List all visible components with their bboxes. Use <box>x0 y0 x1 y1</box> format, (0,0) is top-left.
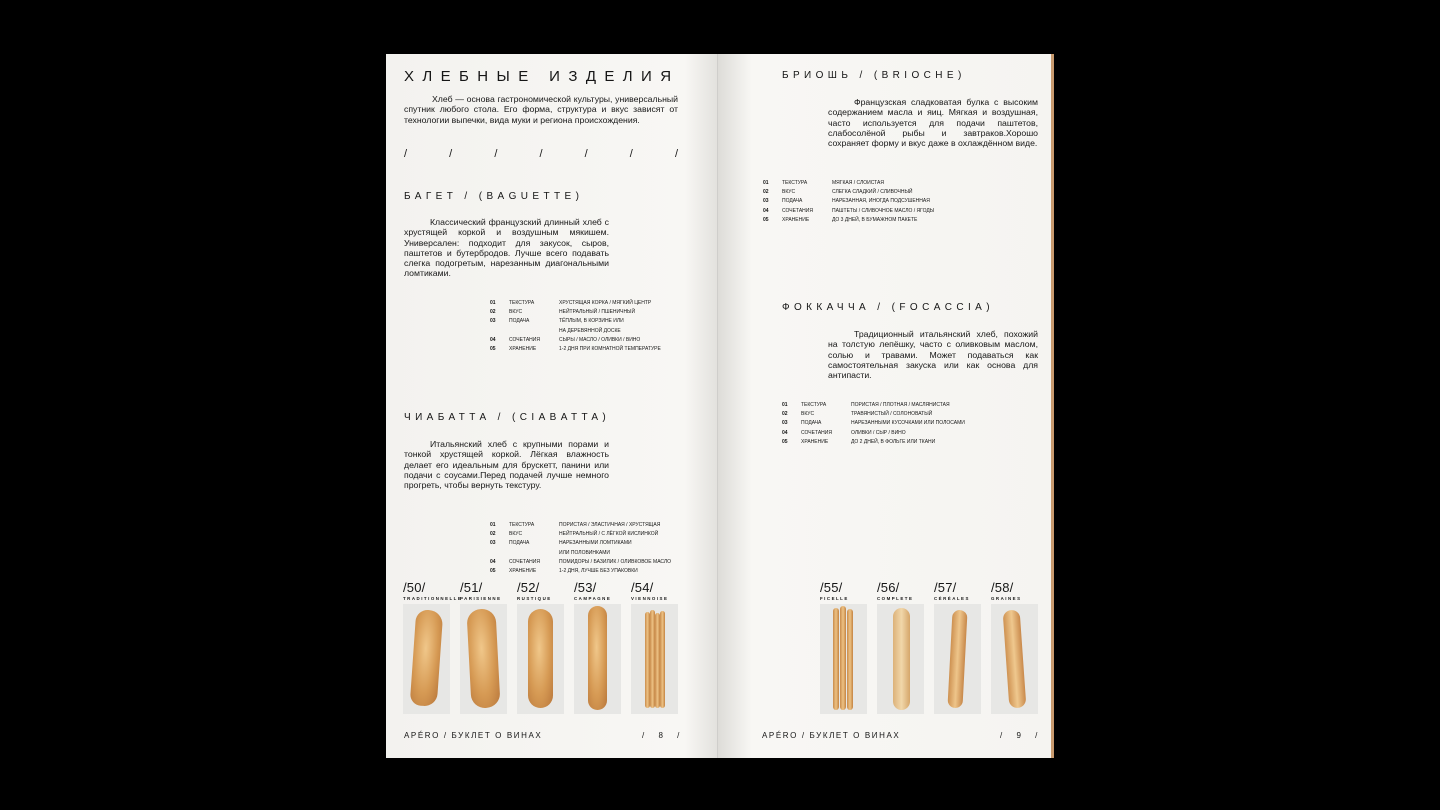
product-tile <box>934 581 981 714</box>
spec-number: 04 <box>763 207 769 214</box>
spec-row <box>782 429 965 438</box>
spec-value: СЛЕГКА СЛАДКИЙ / СЛИВОЧНЫЙ <box>832 189 913 196</box>
spec-number: 02 <box>490 531 496 538</box>
spec-row <box>782 438 965 447</box>
product-label: CAMPAGNE <box>574 596 612 601</box>
spec-key: СОЧЕТАНИЯ <box>509 336 540 343</box>
spec-row <box>490 308 661 317</box>
product-number: /52/ <box>517 580 540 595</box>
spec-number: 02 <box>490 309 496 316</box>
spec-key: ТЕКСТУРА <box>782 180 808 186</box>
spec-value: ОЛИВКИ / СЫР / ВИНО <box>851 429 906 436</box>
spec-number: 01 <box>490 300 496 306</box>
focaccia-text: Традиционный итальянский хлеб, похожий на толстую лепёшку, часто с оливковым маслом, солью и травами. Может подаваться как самостоятельная закуска или как основа для антипасти. <box>828 329 1038 381</box>
spec-row <box>490 299 661 308</box>
spec-row <box>763 207 934 216</box>
spec-key: СОЧЕТАНИЯ <box>509 558 540 565</box>
spec-value: НЕЙТРАЛЬНЫЙ / ПШЕНИЧНЫЙ <box>559 309 636 316</box>
focaccia-specs <box>782 401 965 447</box>
product-tile <box>403 581 462 714</box>
page-title: ХЛЕБНЫЕ ИЗДЕЛИЯ <box>404 68 680 85</box>
spec-value: ДО 3 ДНЕЙ, В БУМАЖНОМ ПАКЕТЕ <box>832 216 918 223</box>
baguette-title: БАГЕТ / (BAGUETTE) <box>404 191 584 202</box>
spec-row <box>490 521 671 530</box>
spec-key: ТЕКСТУРА <box>509 300 535 306</box>
spec-key: ПОДАЧА <box>509 318 530 325</box>
spec-row <box>763 197 934 206</box>
spec-row <box>490 539 671 557</box>
product-label: VIENNOISE <box>631 596 669 601</box>
bread-photo <box>403 604 450 714</box>
spec-value: ПОРИСТАЯ / ПЛОТНАЯ / МАСЛЯНИСТАЯ <box>851 402 950 408</box>
spec-number: 04 <box>782 429 788 436</box>
spec-value: ХРУСТЯЩАЯ КОРКА / МЯГКИЙ ЦЕНТР <box>559 300 652 306</box>
spec-key: ХРАНЕНИЕ <box>509 568 537 575</box>
spec-value: 1-2 ДНЯ ПРИ КОМНАТНОЙ ТЕМПЕРАТУРЕ <box>559 346 661 353</box>
product-tile <box>820 581 867 714</box>
product-label: CÉRÉALES <box>934 596 970 601</box>
ciabatta-title: ЧИАБАТТА / (CIABATTA) <box>404 412 611 423</box>
slash: / <box>674 148 678 160</box>
product-tile <box>574 581 621 714</box>
spec-key: ХРАНЕНИЕ <box>509 346 537 353</box>
spec-value: ПАШТЕТЫ / СЛИВОЧНОЕ МАСЛО / ЯГОДЫ <box>832 207 935 214</box>
product-tile <box>877 581 924 714</box>
spec-value: НАРЕЗАННЫМИ ЛОМТИКАМИ ИЛИ ПОЛОВИНКАМИ <box>559 540 632 556</box>
spec-row <box>490 345 661 354</box>
spec-row <box>490 567 671 576</box>
spec-key: СОЧЕТАНИЯ <box>801 429 832 436</box>
bread-photo <box>631 604 678 714</box>
spec-key: ВКУС <box>509 531 523 538</box>
baguette-text: Классический французский длинный хлеб с хрустящей коркой и воздушным мякишем. Универсален: подходит для закусок, сыров, паштетов и бутербродов. Лучше всего подавать слегка подогретым, нарезанным диагональными ломтиками. <box>404 217 609 279</box>
product-number: /55/ <box>820 580 843 595</box>
slash: / <box>584 148 588 160</box>
product-number: /53/ <box>574 580 597 595</box>
spec-number: 03 <box>763 198 769 205</box>
product-label: GRAINES <box>991 596 1022 601</box>
slash: / <box>404 148 408 160</box>
slash-divider <box>404 148 678 160</box>
brioche-specs <box>763 179 934 225</box>
spec-key: ПОДАЧА <box>801 420 822 427</box>
spec-key: ХРАНЕНИЕ <box>801 438 829 445</box>
spec-value: ПОРИСТАЯ / ЭЛАСТИЧНАЯ / ХРУСТЯЩАЯ <box>559 522 661 528</box>
bread-photo <box>991 604 1038 714</box>
bread-photo <box>877 604 924 714</box>
page-number: / 9 / <box>1000 731 1044 740</box>
bread-photo <box>460 604 507 714</box>
spec-key: СОЧЕТАНИЯ <box>782 207 813 214</box>
spec-value: ДО 2 ДНЕЙ, В ФОЛЬГЕ ИЛИ ТКАНИ <box>851 438 936 445</box>
product-number: /58/ <box>991 580 1014 595</box>
page-number: / 8 / <box>642 731 686 740</box>
spec-key: ПОДАЧА <box>509 540 530 547</box>
spec-value: 1-2 ДНЯ, ЛУЧШЕ БЕЗ УПАКОВКИ <box>559 568 638 575</box>
spec-number: 04 <box>490 336 496 343</box>
ciabatta-text: Итальянский хлеб с крупными порами и тонкой хрустящей коркой. Лёгкая влажность делает его идеальным для брускетт, панини или подачи с соусами.Перед подачей лучше немного прогреть, чтобы вернуть текстуру. <box>404 439 609 491</box>
product-label: RUSTIQUE <box>517 596 552 601</box>
spec-key: ВКУС <box>782 189 796 196</box>
intro-text: Хлеб — основа гастрономической культуры, универсальный спутник любого стола. Его форма, структура и вкус зависят от технологии выпечки, вида муки и региона происхождения. <box>404 94 678 125</box>
ciabatta-specs <box>490 521 671 576</box>
spec-value: НАРЕЗАННАЯ, ИНОГДА ПОДСУШЕННАЯ <box>832 198 930 205</box>
product-label: TRADITIONNELLE <box>403 596 463 601</box>
bread-photo <box>934 604 981 714</box>
spec-number: 01 <box>490 522 496 528</box>
spec-value: ПОМИДОРЫ / БАЗИЛИК / ОЛИВКОВОЕ МАСЛО <box>559 558 672 565</box>
bread-photo <box>574 604 621 714</box>
spec-key: ХРАНЕНИЕ <box>782 216 810 223</box>
brioche-text: Французская сладковатая булка с высоким содержанием масла и яиц. Мягкая и воздушная, часто используется для подачи паштетов, слабосолёной рыбы и завтраков.Хорошо сохраняет форму и вкус даже в охлаждённом виде. <box>828 97 1038 149</box>
spec-row <box>763 188 934 197</box>
spec-key: ВКУС <box>801 411 815 418</box>
bread-photo <box>517 604 564 714</box>
product-label: COMPLETE <box>877 596 914 601</box>
product-label: FICELLE <box>820 596 849 601</box>
slash: / <box>449 148 453 160</box>
spec-value: ТРАВЯНИСТЫЙ / СОЛОНОВАТЫЙ <box>851 411 933 418</box>
right-page <box>718 54 1054 758</box>
product-tile <box>991 581 1038 714</box>
spec-key: ПОДАЧА <box>782 198 803 205</box>
spec-value: СЫРЫ / МАСЛО / ОЛИВКИ / ВИНО <box>559 336 641 343</box>
footer-text: APÉRO / БУКЛЕТ О ВИНАХ <box>404 731 543 740</box>
spec-number: 01 <box>782 402 788 408</box>
spec-row <box>490 530 671 539</box>
spec-row <box>763 216 934 225</box>
slash: / <box>539 148 543 160</box>
spec-row <box>782 419 965 428</box>
slash: / <box>629 148 633 160</box>
product-tile <box>517 581 564 714</box>
spec-number: 02 <box>763 189 769 196</box>
spec-number: 04 <box>490 558 496 565</box>
spec-key: ВКУС <box>509 309 523 316</box>
spec-key: ТЕКСТУРА <box>801 402 827 408</box>
spec-number: 05 <box>782 438 788 445</box>
spec-number: 05 <box>763 216 769 223</box>
left-page <box>386 54 718 758</box>
product-label: PARISIENNE <box>460 596 502 601</box>
spec-row <box>490 558 671 567</box>
product-tile <box>631 581 678 714</box>
product-number: /57/ <box>934 580 957 595</box>
spec-value: НАРЕЗАННЫМИ КУСОЧКАМИ ИЛИ ПОЛОСАМИ <box>851 420 965 427</box>
product-tile <box>460 581 507 714</box>
spec-row <box>782 410 965 419</box>
slash: / <box>494 148 498 160</box>
spec-value: ТЁПЛЫМ, В КОРЗИНЕ ИЛИ НА ДЕРЕВЯННОЙ ДОСКЕ <box>559 318 624 334</box>
spec-number: 02 <box>782 411 788 418</box>
product-number: /51/ <box>460 580 483 595</box>
spec-number: 03 <box>782 420 788 427</box>
spec-number: 05 <box>490 568 496 575</box>
spec-number: 05 <box>490 346 496 353</box>
product-number: /56/ <box>877 580 900 595</box>
spec-row <box>782 401 965 410</box>
focaccia-title: ФОККАЧЧА / (FOCACCIA) <box>782 302 994 313</box>
product-number: /50/ <box>403 580 426 595</box>
baguette-specs <box>490 299 661 354</box>
brioche-title: БРИОШЬ / (BRIOCHE) <box>782 70 966 81</box>
spec-number: 01 <box>763 180 769 186</box>
spec-row <box>490 317 661 335</box>
spec-row <box>763 179 934 188</box>
spec-row <box>490 336 661 345</box>
booklet-spread <box>386 54 1056 758</box>
spec-number: 03 <box>490 540 496 547</box>
bread-photo <box>820 604 867 714</box>
spec-number: 03 <box>490 318 496 325</box>
footer-text: APÉRO / БУКЛЕТ О ВИНАХ <box>762 731 901 740</box>
spec-key: ТЕКСТУРА <box>509 522 535 528</box>
spec-value: НЕЙТРАЛЬНЫЙ / С ЛЁГКОЙ КИСЛИНКОЙ <box>559 531 659 538</box>
spec-value: МЯГКАЯ / СЛОИСТАЯ <box>832 180 884 186</box>
product-number: /54/ <box>631 580 654 595</box>
